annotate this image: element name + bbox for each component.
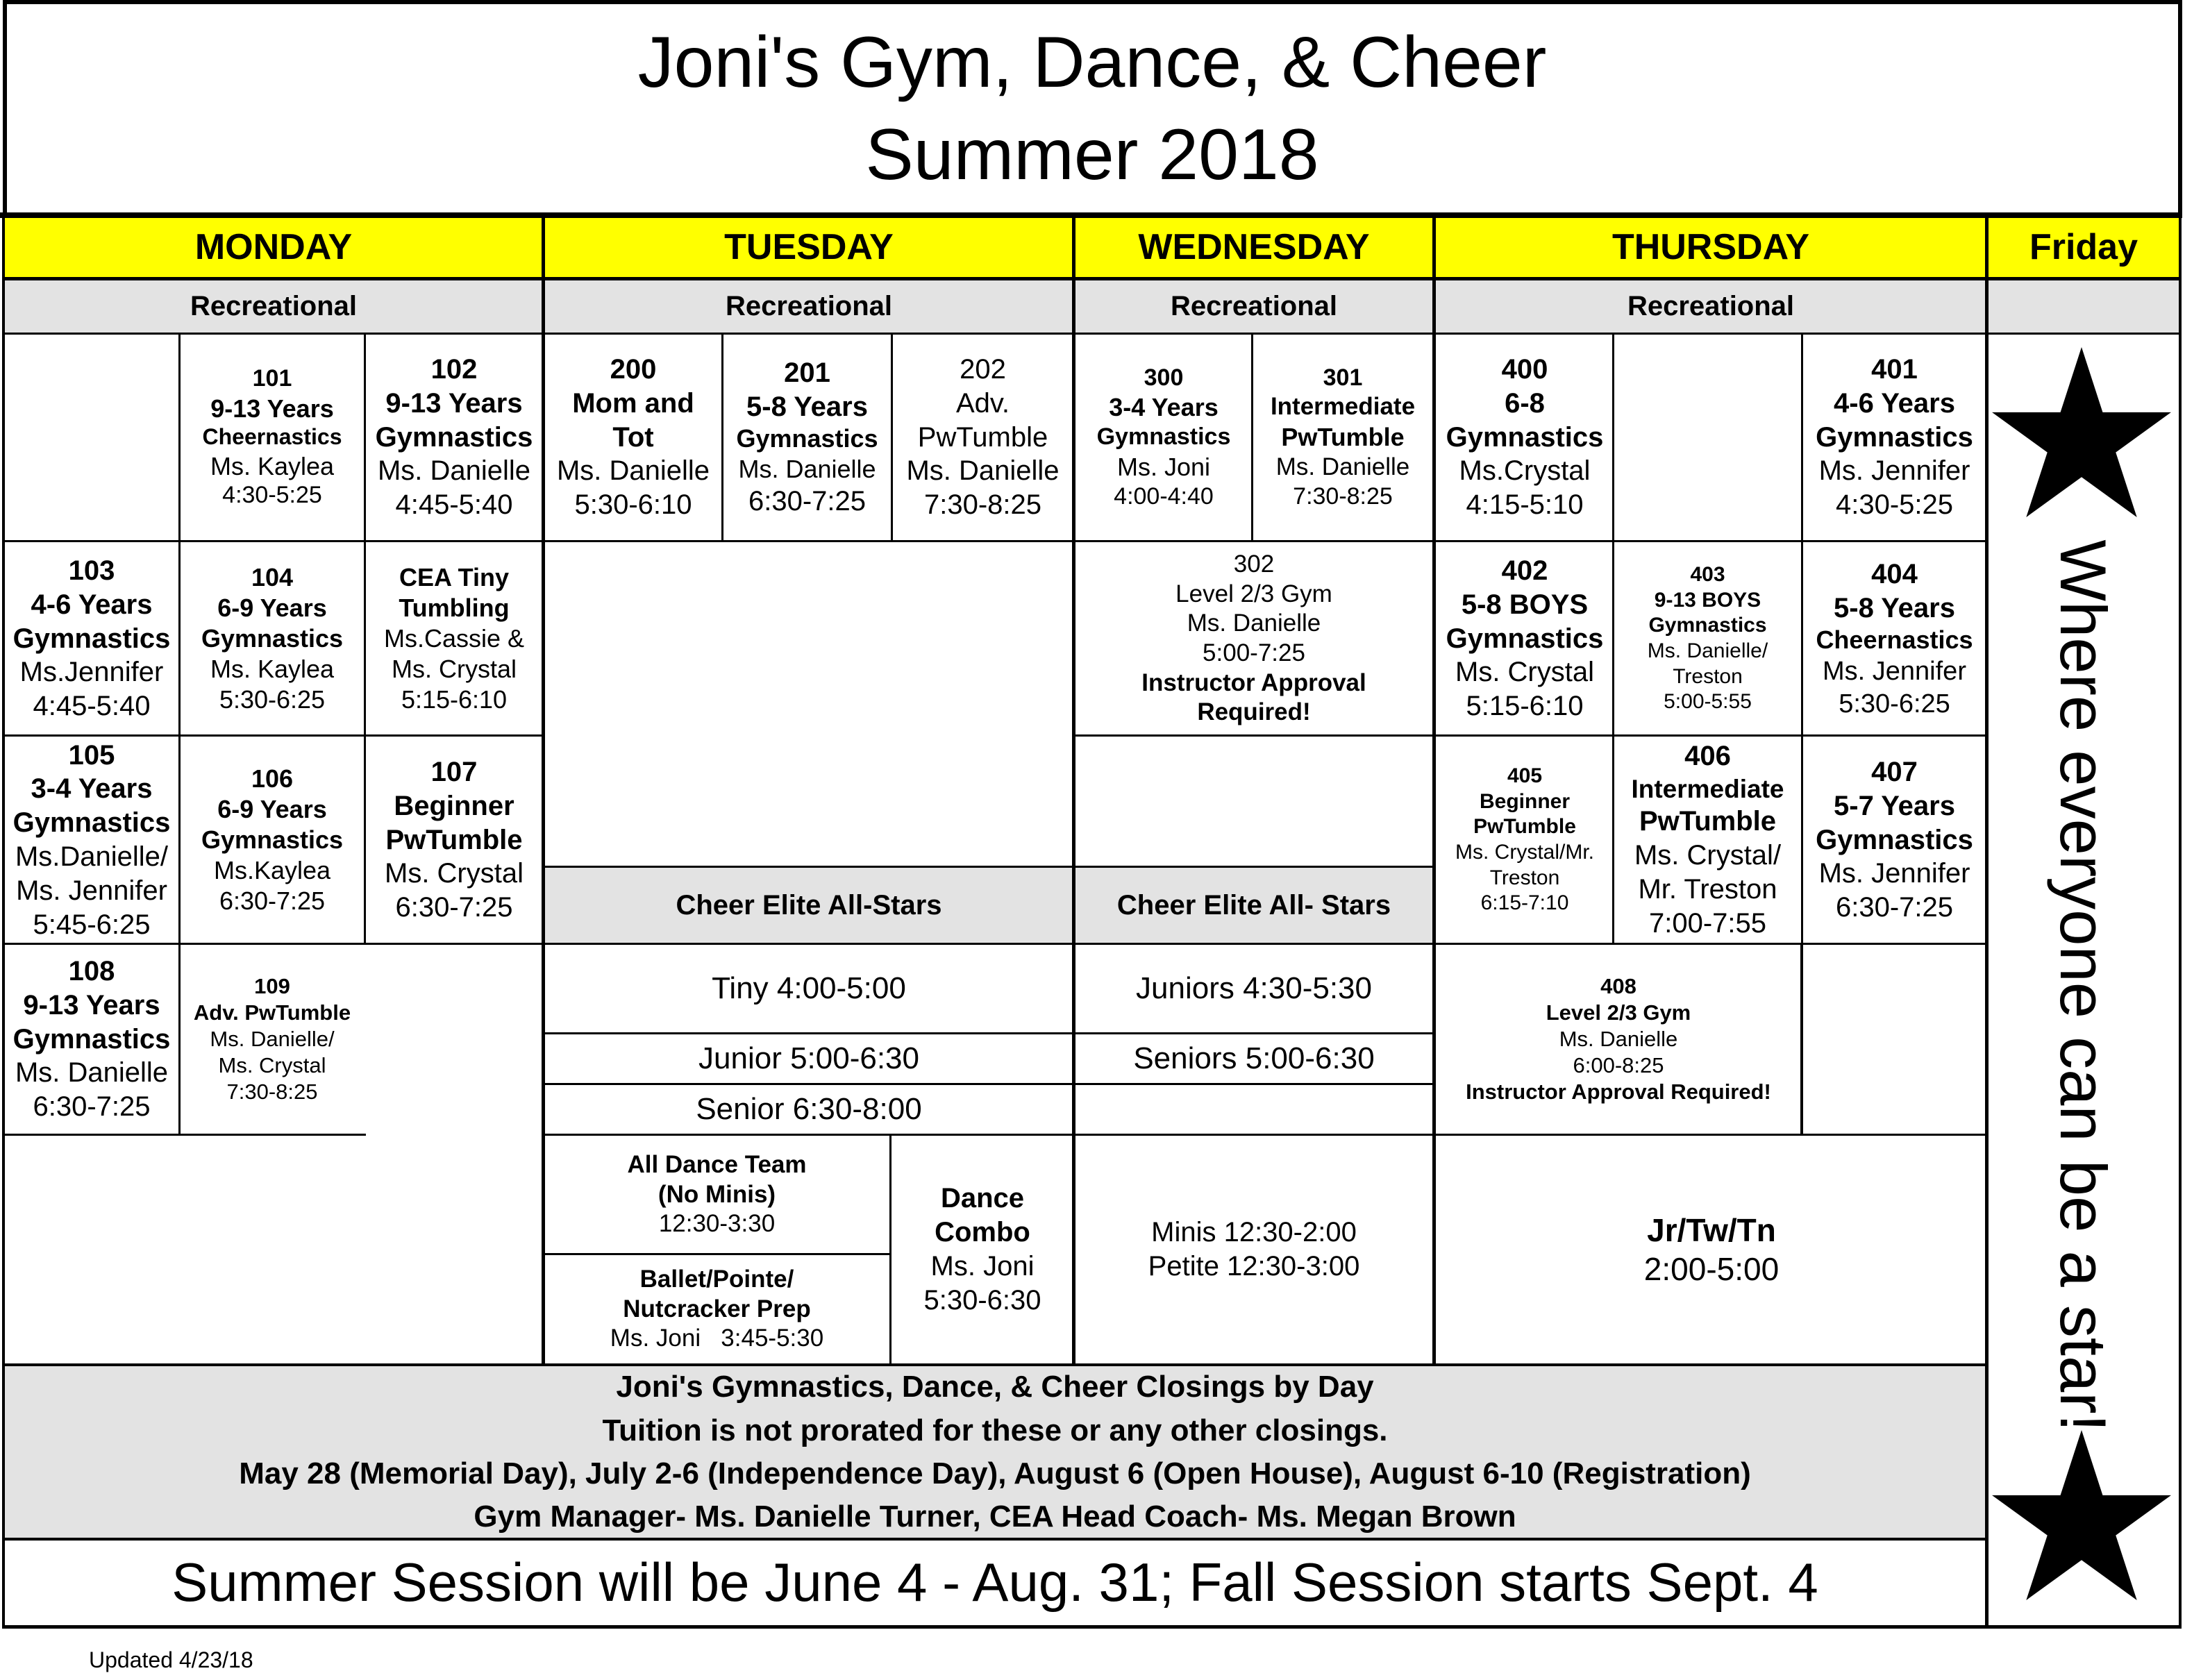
cheer-tiny: Tiny 4:00-5:00 [712,971,906,1006]
cheer-juniors-wed: Juniors 4:30-5:30 [1136,971,1372,1006]
day-header-friday: Friday [2029,227,2138,268]
star-icon [1991,347,2172,517]
session-info: Summer Session will be June 4 - Aug. 31; Fall Session starts Sept. 4 [171,1552,1818,1613]
page-subtitle: Summer 2018 [865,115,1319,195]
dance-ballet: Ballet/Pointe/ Nutcracker Prep Ms. Joni 3:45-5:30 [610,1265,824,1352]
closings-staff: Gym Manager- Ms. Danielle Turner, CEA Head Coach- Ms. Megan Brown [474,1500,1516,1534]
class-108: 108 9-13 Years Gymnastics Ms. Danielle 6:30-7:25 [12,956,171,1123]
class-407: 407 5-7 Years Gymnastics Ms. Jennifer 6:30-7:25 [1816,757,1973,923]
class-107: 107 Beginner PwTumble Ms. Crystal 6:30-7:25 [385,757,524,923]
cheer-junior: Junior 5:00-6:30 [698,1041,919,1076]
cheer-senior: Senior 6:30-8:00 [696,1092,922,1127]
dance-combo: Dance Combo Ms. Joni 5:30-6:30 [923,1183,1041,1316]
ballet-coach: Ms. Joni [610,1325,701,1352]
class-105: 105 3-4 Years Gymnastics Ms.Danielle/ Ms. Jennifer 5:45-6:25 [12,739,171,940]
day-header-tuesday: TUESDAY [724,227,894,268]
class-109: 109 Adv. PwTumble Ms. Danielle/ Ms. Crystal 7:30-8:25 [193,974,351,1104]
closings-dates: May 28 (Memorial Day), July 2-6 (Independence Day), August 6 (Open House), August 6-10 (Registration) [239,1456,1751,1490]
closings-note: Tuition is not prorated for these or any other closings. [602,1413,1388,1447]
star-icon [1991,1430,2172,1600]
class-406: 406 Intermediate PwTumble Ms. Crystal/ Mr. Treston 7:00-7:55 [1631,741,1784,939]
cheer-header-wednesday: Cheer Elite All- Stars [1116,889,1391,921]
slogan: Where everyone can be a star! [2047,539,2120,1432]
dance-team: All Dance Team (No Minis) 12:30-3:30 [627,1150,807,1238]
class-cea-tiny-tumbling: CEA Tiny Tumbling Ms.Cassie & Ms. Crystal 5:15-6:10 [383,563,525,714]
day-header-wednesday: WEDNESDAY [1138,227,1370,268]
class-403: 403 9-13 BOYS Gymnastics Ms. Danielle/ Treston 5:00-5:55 [1647,563,1768,714]
closings-block [4,1366,1986,1538]
class-202: 202 Adv. PwTumble Ms. Danielle 7:30-8:25 [906,354,1060,521]
page-title: Joni's Gym, Dance, & Cheer [637,22,1547,103]
class-201: 201 5-8 Years Gymnastics Ms. Danielle 6:30-7:25 [736,357,878,517]
recreational-label-monday: Recreational [190,290,358,321]
class-101: 101 9-13 Years Cheernastics Ms. Kaylea 4:30-5:25 [202,365,342,509]
cheer-seniors-wed: Seniors 5:00-6:30 [1133,1041,1375,1076]
class-104: 104 6-9 Years Gymnastics Ms. Kaylea 5:30-6:25 [201,563,344,714]
class-400: 400 6-8 Gymnastics Ms.Crystal 4:15-5:10 [1446,354,1604,521]
class-301: 301 Intermediate PwTumble Ms. Danielle 7:30-8:25 [1270,364,1416,510]
class-404: 404 5-8 Years Cheernastics Ms. Jennifer 5:30-6:25 [1816,558,1973,719]
closings-title: Joni's Gymnastics, Dance, & Cheer Closings by Day [616,1370,1374,1404]
class-302: 302 Level 2/3 Gym Ms. Danielle 5:00-7:25 Instructor Approval Required! [1141,550,1366,726]
class-401: 401 4-6 Years Gymnastics Ms. Jennifer 4:30-5:25 [1816,354,1973,521]
dance-minis-petite: Minis 12:30-2:00 Petite 12:30-3:00 [1148,1217,1360,1282]
class-408: 408 Level 2/3 Gym Ms. Danielle 6:00-8:25 Instructor Approval Required! [1466,974,1771,1104]
class-300: 300 3-4 Years Gymnastics Ms. Joni 4:00-4:40 [1096,364,1231,510]
recreational-label-wednesday: Recreational [1170,290,1338,321]
class-200: 200 Mom and Tot Ms. Danielle 5:30-6:10 [556,354,710,521]
day-header-monday: MONDAY [194,227,353,268]
class-102: 102 9-13 Years Gymnastics Ms. Danielle 4:45-5:40 [375,354,533,521]
recreational-label-tuesday: Recreational [725,290,893,321]
dance-jr-tw-tn: Jr/Tw/Tn 2:00-5:00 [1643,1211,1780,1287]
cheer-header-tuesday: Cheer Elite All-Stars [676,889,942,921]
recreational-label-thursday: Recreational [1627,290,1795,321]
updated-date: Updated 4/23/18 [89,1647,253,1672]
day-header-thursday: THURSDAY [1611,227,1810,268]
class-106: 106 6-9 Years Gymnastics Ms.Kaylea 6:30-7:25 [201,764,344,915]
title-block [6,6,2179,212]
ballet-time: 3:45-5:30 [721,1325,824,1352]
class-405: 405 Beginner PwTumble Ms. Crystal/Mr. Treston 6:15-7:10 [1455,764,1594,915]
class-402: 402 5-8 BOYS Gymnastics Ms. Crystal 5:15-6:10 [1446,555,1604,722]
class-103: 103 4-6 Years Gymnastics Ms.Jennifer 4:45-5:40 [12,555,171,722]
